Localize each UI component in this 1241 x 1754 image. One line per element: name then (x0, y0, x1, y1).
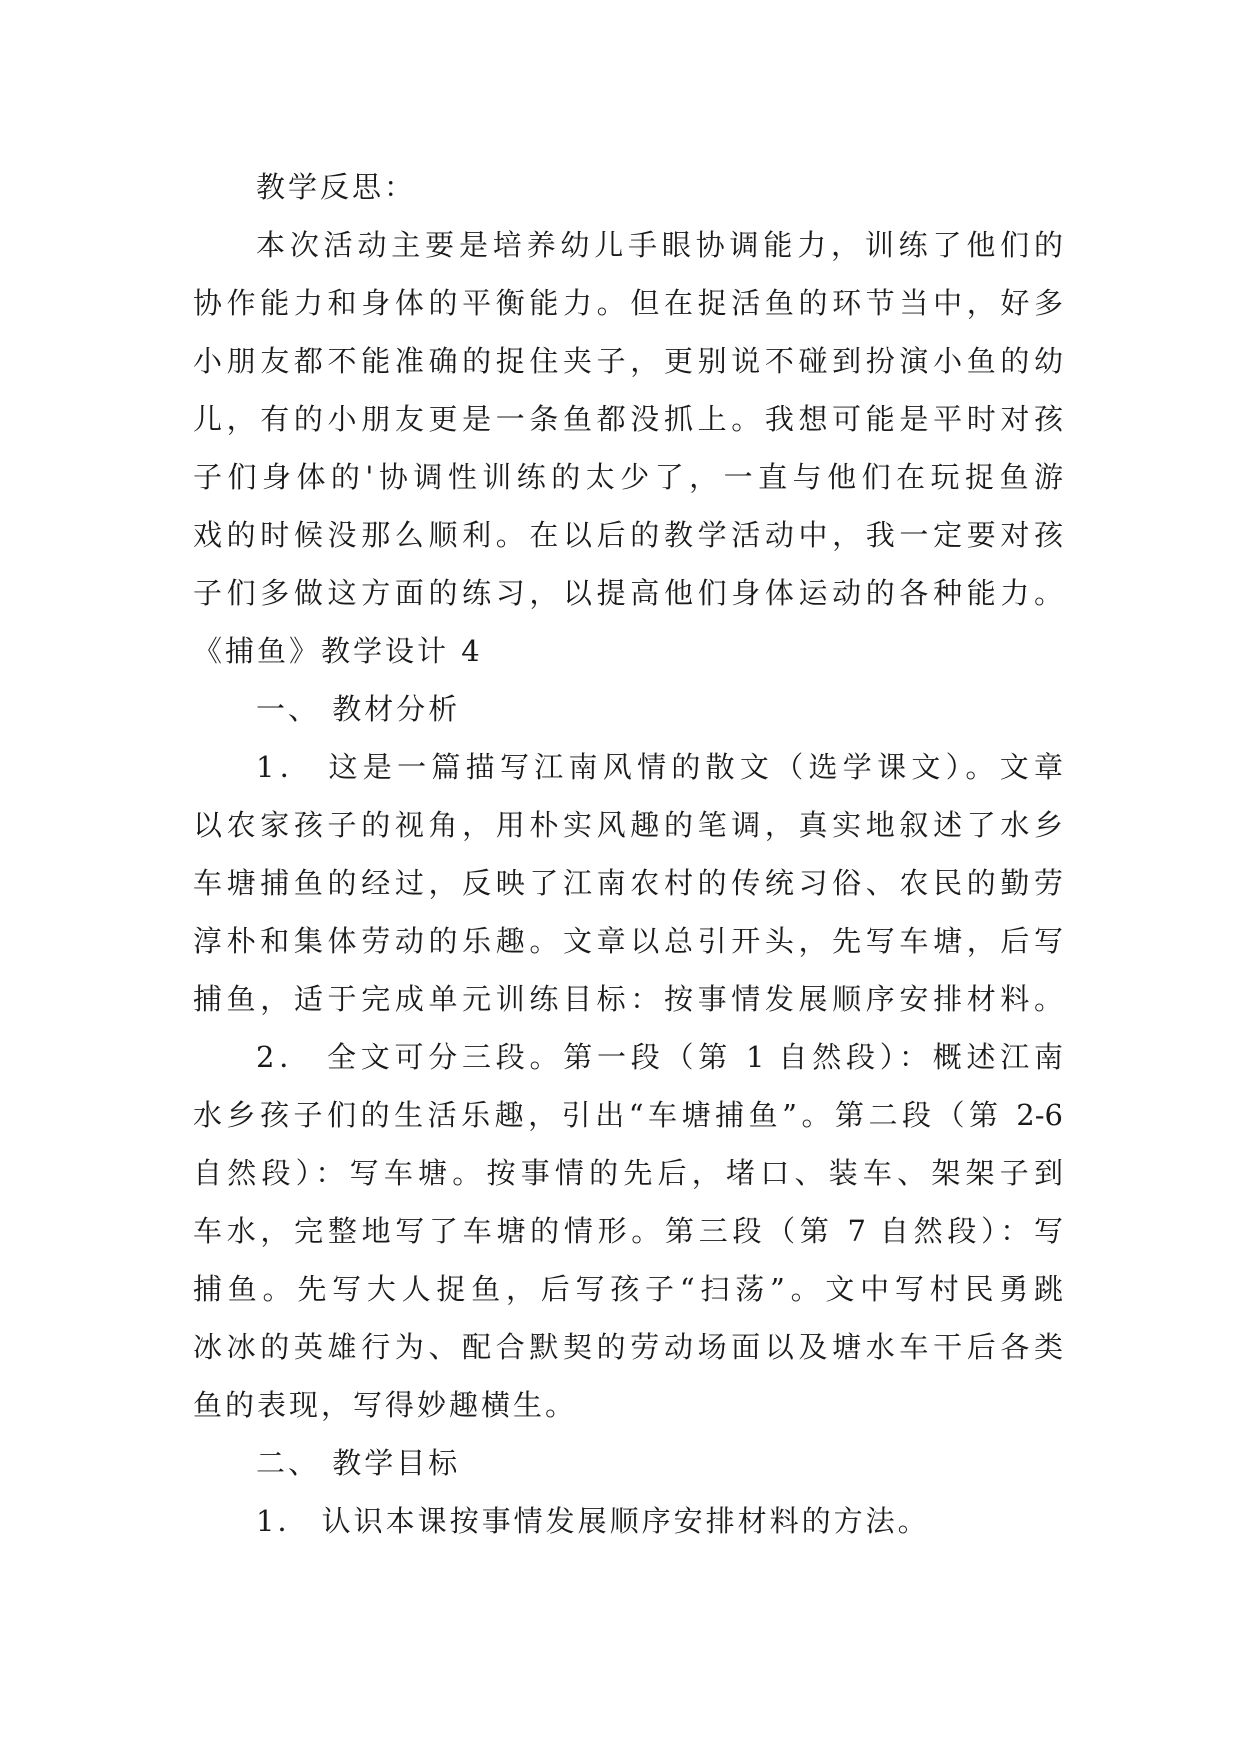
text-line: 协作能力和身体的平衡能力。但在捉活鱼的环节当中，好多 (193, 286, 1063, 320)
text-line: 小朋友都不能准确的捉住夹子，更别说不碰到扮演小鱼的幼 (193, 344, 1063, 378)
text-line: 子们身体的'协调性训练的太少了，一直与他们在玩捉鱼游 (193, 460, 1063, 494)
text-line: 自然段）：写车塘。按事情的先后，堵口、装车、架架子到 (193, 1156, 1063, 1190)
text-line: 子们多做这方面的练习，以提高他们身体运动的各种能力。 (193, 576, 1063, 610)
document-page (193, 158, 1063, 1550)
text-line: 2． 全文可分三段。第一段（第 1 自然段）：概述江南 (256, 1040, 1063, 1074)
text-line: 教学反思： (256, 170, 417, 204)
text-line: 车塘捕鱼的经过，反映了江南农村的传统习俗、农民的勤劳 (193, 866, 1063, 900)
text-line: 冰冰的英雄行为、配合默契的劳动场面以及塘水车干后各类 (193, 1330, 1063, 1364)
text-line: 二、 教学目标 (256, 1446, 461, 1480)
text-line: 1． 认识本课按事情发展顺序安排材料的方法。 (256, 1504, 930, 1538)
text-line: 捕鱼。先写大人捉鱼，后写孩子“扫荡”。文中写村民勇跳 (193, 1272, 1063, 1306)
text-line: 捕鱼，适于完成单元训练目标：按事情发展顺序安排材料。 (193, 982, 1063, 1016)
text-line: 水乡孩子们的生活乐趣，引出“车塘捕鱼”。第二段（第 2-6 (193, 1098, 1063, 1132)
text-line: 戏的时候没那么顺利。在以后的教学活动中，我一定要对孩 (193, 518, 1063, 552)
text-line: 一、 教材分析 (256, 692, 461, 726)
text-line: 本次活动主要是培养幼儿手眼协调能力，训练了他们的 (256, 228, 1063, 262)
text-line: 儿，有的小朋友更是一条鱼都没抓上。我想可能是平时对孩 (193, 402, 1063, 436)
text-line: 车水，完整地写了车塘的情形。第三段（第 7 自然段）：写 (193, 1214, 1063, 1248)
text-line: 《捕鱼》教学设计 4 (193, 634, 483, 668)
text-line: 淳朴和集体劳动的乐趣。文章以总引开头，先写车塘，后写 (193, 924, 1063, 958)
text-line: 1． 这是一篇描写江南风情的散文（选学课文）。文章 (256, 750, 1063, 784)
text-line: 以农家孩子的视角，用朴实风趣的笔调，真实地叙述了水乡 (193, 808, 1063, 842)
text-line: 鱼的表现，写得妙趣横生。 (193, 1388, 578, 1422)
